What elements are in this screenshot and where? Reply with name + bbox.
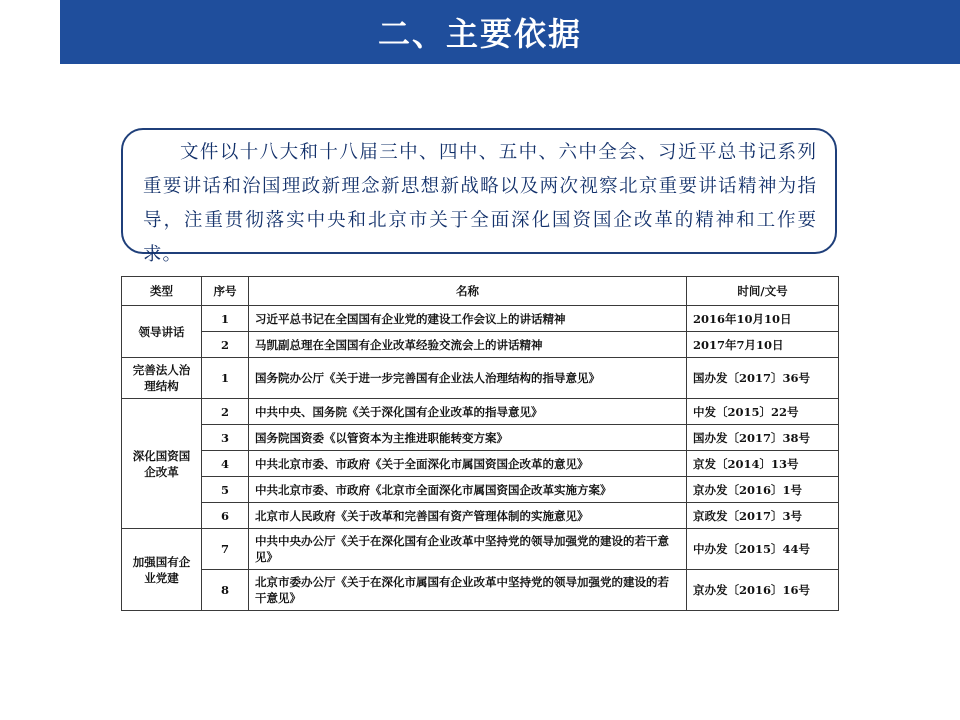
ref-cell: 中办发〔2015〕44号 [687,529,839,570]
page-title: 二、主要依据 [377,15,582,53]
type-cell: 加强国有企业党建 [122,529,202,611]
ref-cell: 京办发〔2016〕1号 [687,477,839,503]
no-cell: 6 [202,503,249,529]
table-row [122,503,839,529]
no-cell: 8 [202,570,249,611]
header-ref: 时间/文号 [687,277,839,306]
name-cell: 中共中央办公厅《关于在深化国有企业改革中坚持党的领导加强党的建设的若干意见》 [249,529,687,570]
table-row [122,451,839,477]
no-cell: 2 [202,399,249,425]
ref-cell: 京办发〔2016〕16号 [687,570,839,611]
name-cell: 国务院办公厅《关于进一步完善国有企业法人治理结构的指导意见》 [249,358,687,399]
ref-cell: 京发〔2014〕13号 [687,451,839,477]
no-cell: 4 [202,451,249,477]
intro-box [121,128,837,265]
table-row [122,425,839,451]
name-cell: 中共中央、国务院《关于深化国有企业改革的指导意见》 [249,399,687,425]
intro-text: 文件以十八大和十八届三中、四中、五中、六中全会、习近平总书记系列重要讲话和治国理政新理念新思想新战略以及两次视察北京重要讲话精神为指导，注重贯彻落实中央和北京市关于全面深化国资国企改革的精神和工作要求。 [143,142,817,265]
header-no: 序号 [202,277,249,306]
name-cell: 北京市委办公厅《关于在深化市属国有企业改革中坚持党的领导加强党的建设的若干意见》 [249,570,687,611]
ref-cell: 2016年10月10日 [687,306,839,332]
type-cell: 完善法人治理结构 [122,358,202,399]
table-row [122,570,839,611]
title-bar [60,0,960,64]
header-name: 名称 [249,277,687,306]
name-cell: 习近平总书记在全国国有企业党的建设工作会议上的讲话精神 [249,306,687,332]
no-cell: 3 [202,425,249,451]
ref-cell: 国办发〔2017〕36号 [687,358,839,399]
table-row [122,529,839,570]
no-cell: 2 [202,332,249,358]
basis-table [121,276,839,611]
name-cell: 马凯副总理在全国国有企业改革经验交流会上的讲话精神 [249,332,687,358]
header-type: 类型 [122,277,202,306]
table-row [122,399,839,425]
no-cell: 1 [202,358,249,399]
table-row [122,358,839,399]
table-header-row [122,277,839,306]
table-row [122,306,839,332]
name-cell: 中共北京市委、市政府《关于全面深化市属国资国企改革的意见》 [249,451,687,477]
ref-cell: 国办发〔2017〕38号 [687,425,839,451]
no-cell: 1 [202,306,249,332]
corner-block [0,0,60,64]
ref-cell: 京政发〔2017〕3号 [687,503,839,529]
ref-cell: 中发〔2015〕22号 [687,399,839,425]
name-cell: 中共北京市委、市政府《北京市全面深化市属国资国企改革实施方案》 [249,477,687,503]
table-row [122,332,839,358]
no-cell: 7 [202,529,249,570]
type-cell: 深化国资国企改革 [122,399,202,529]
table-row [122,477,839,503]
type-cell: 领导讲话 [122,306,202,358]
ref-cell: 2017年7月10日 [687,332,839,358]
name-cell: 国务院国资委《以管资本为主推进职能转变方案》 [249,425,687,451]
no-cell: 5 [202,477,249,503]
name-cell: 北京市人民政府《关于改革和完善国有资产管理体制的实施意见》 [249,503,687,529]
